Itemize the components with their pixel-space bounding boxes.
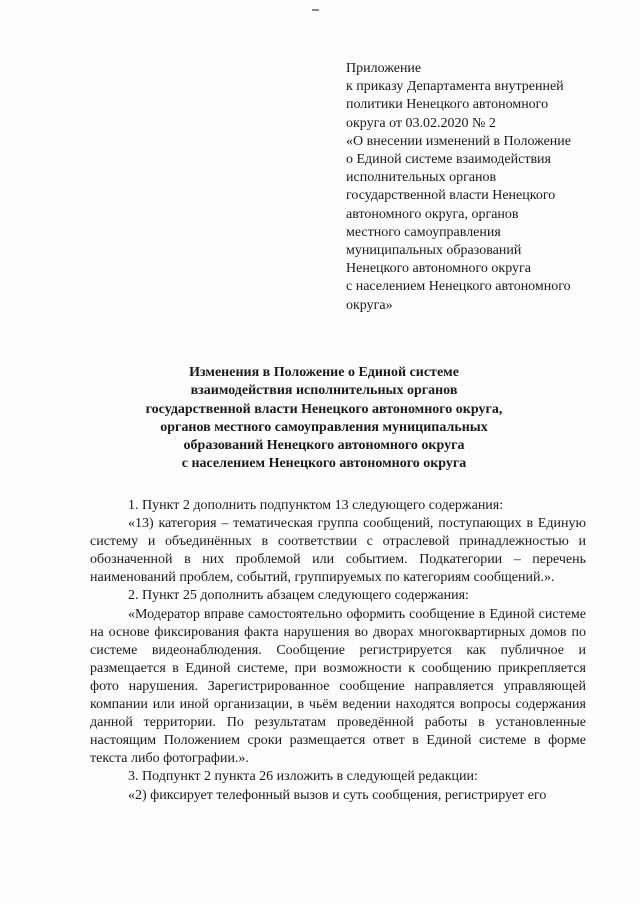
paragraph-subitem-13: «13) категория – тематическая группа сообщений, поступающих в Единую систему и объединённых в соответствии с отраслевой принадлежностью и обозначенной в них проблемой или событием. Подкатегории – перечень наименований проблем, событий, группируемых по категориям сообщений.». [90,516,586,586]
appendix-line: округа» [346,297,393,313]
appendix-line: муниципальных образований [346,243,522,259]
title-line: образований Ненецкого автономного округа [183,438,465,454]
appendix-line: о Единой системе взаимодействия [346,152,551,168]
appendix-line: местного самоуправления [346,224,501,240]
document-title [100,364,548,474]
title-line: с населением Ненецкого автономного округа [181,456,467,472]
title-line: Изменения в Положение о Единой системе [189,365,459,380]
appendix-line: Ненецкого автономного округа [346,261,531,277]
appendix-line: Приложение [346,61,422,76]
paragraph-item-2: 2. Пункт 25 дополнить абзацем следующего содержания: [128,588,469,604]
page-number-mark [312,9,319,11]
paragraph-subitem-2: «2) фиксирует телефонный вызов и суть сообщения, регистрирует его [128,787,547,803]
appendix-line: автономного округа, органов [346,206,519,222]
appendix-header [346,60,616,315]
appendix-line: «О внесении изменений в Положение [346,133,572,149]
appendix-line: округа от 03.02.2020 № 2 [346,115,496,131]
title-line: органов местного самоуправления муниципальных [160,419,488,435]
paragraph-moderator: «Модератор вправе самостоятельно оформить сообщение в Единой системе на основе фиксирования факта нарушения во дворах многоквартирных домов по системе видеонаблюдения. Сообщение регистрируется как публичное и размещается в Единой системе, при возможности к сообщению прикрепляется фото нарушения. Зарегистрированное сообщение направляется управляющей компании или иной организации, в чьём ведении находятся вопросы содержания данной территории. По результатам проведённой работы в установленные настоящим Положением сроки размещается ответ в Единой системе в форме текста либо фотографии.». [90,606,586,767]
document-body [90,497,586,805]
appendix-line: к приказу Департамента внутренней [346,79,564,95]
title-line: взаимодействия исполнительных органов [190,383,458,399]
appendix-line: с населением Ненецкого автономного [346,279,571,295]
appendix-line: исполнительных органов [346,170,497,186]
title-line: государственной власти Ненецкого автономного округа, [145,401,503,417]
paragraph-item-1: 1. Пункт 2 дополнить подпунктом 13 следующего содержания: [128,498,504,513]
paragraph-item-3: 3. Подпункт 2 пункта 26 изложить в следующей редакции: [128,769,478,785]
appendix-line: государственной власти Ненецкого [346,188,556,204]
appendix-line: политики Ненецкого автономного [346,97,549,113]
